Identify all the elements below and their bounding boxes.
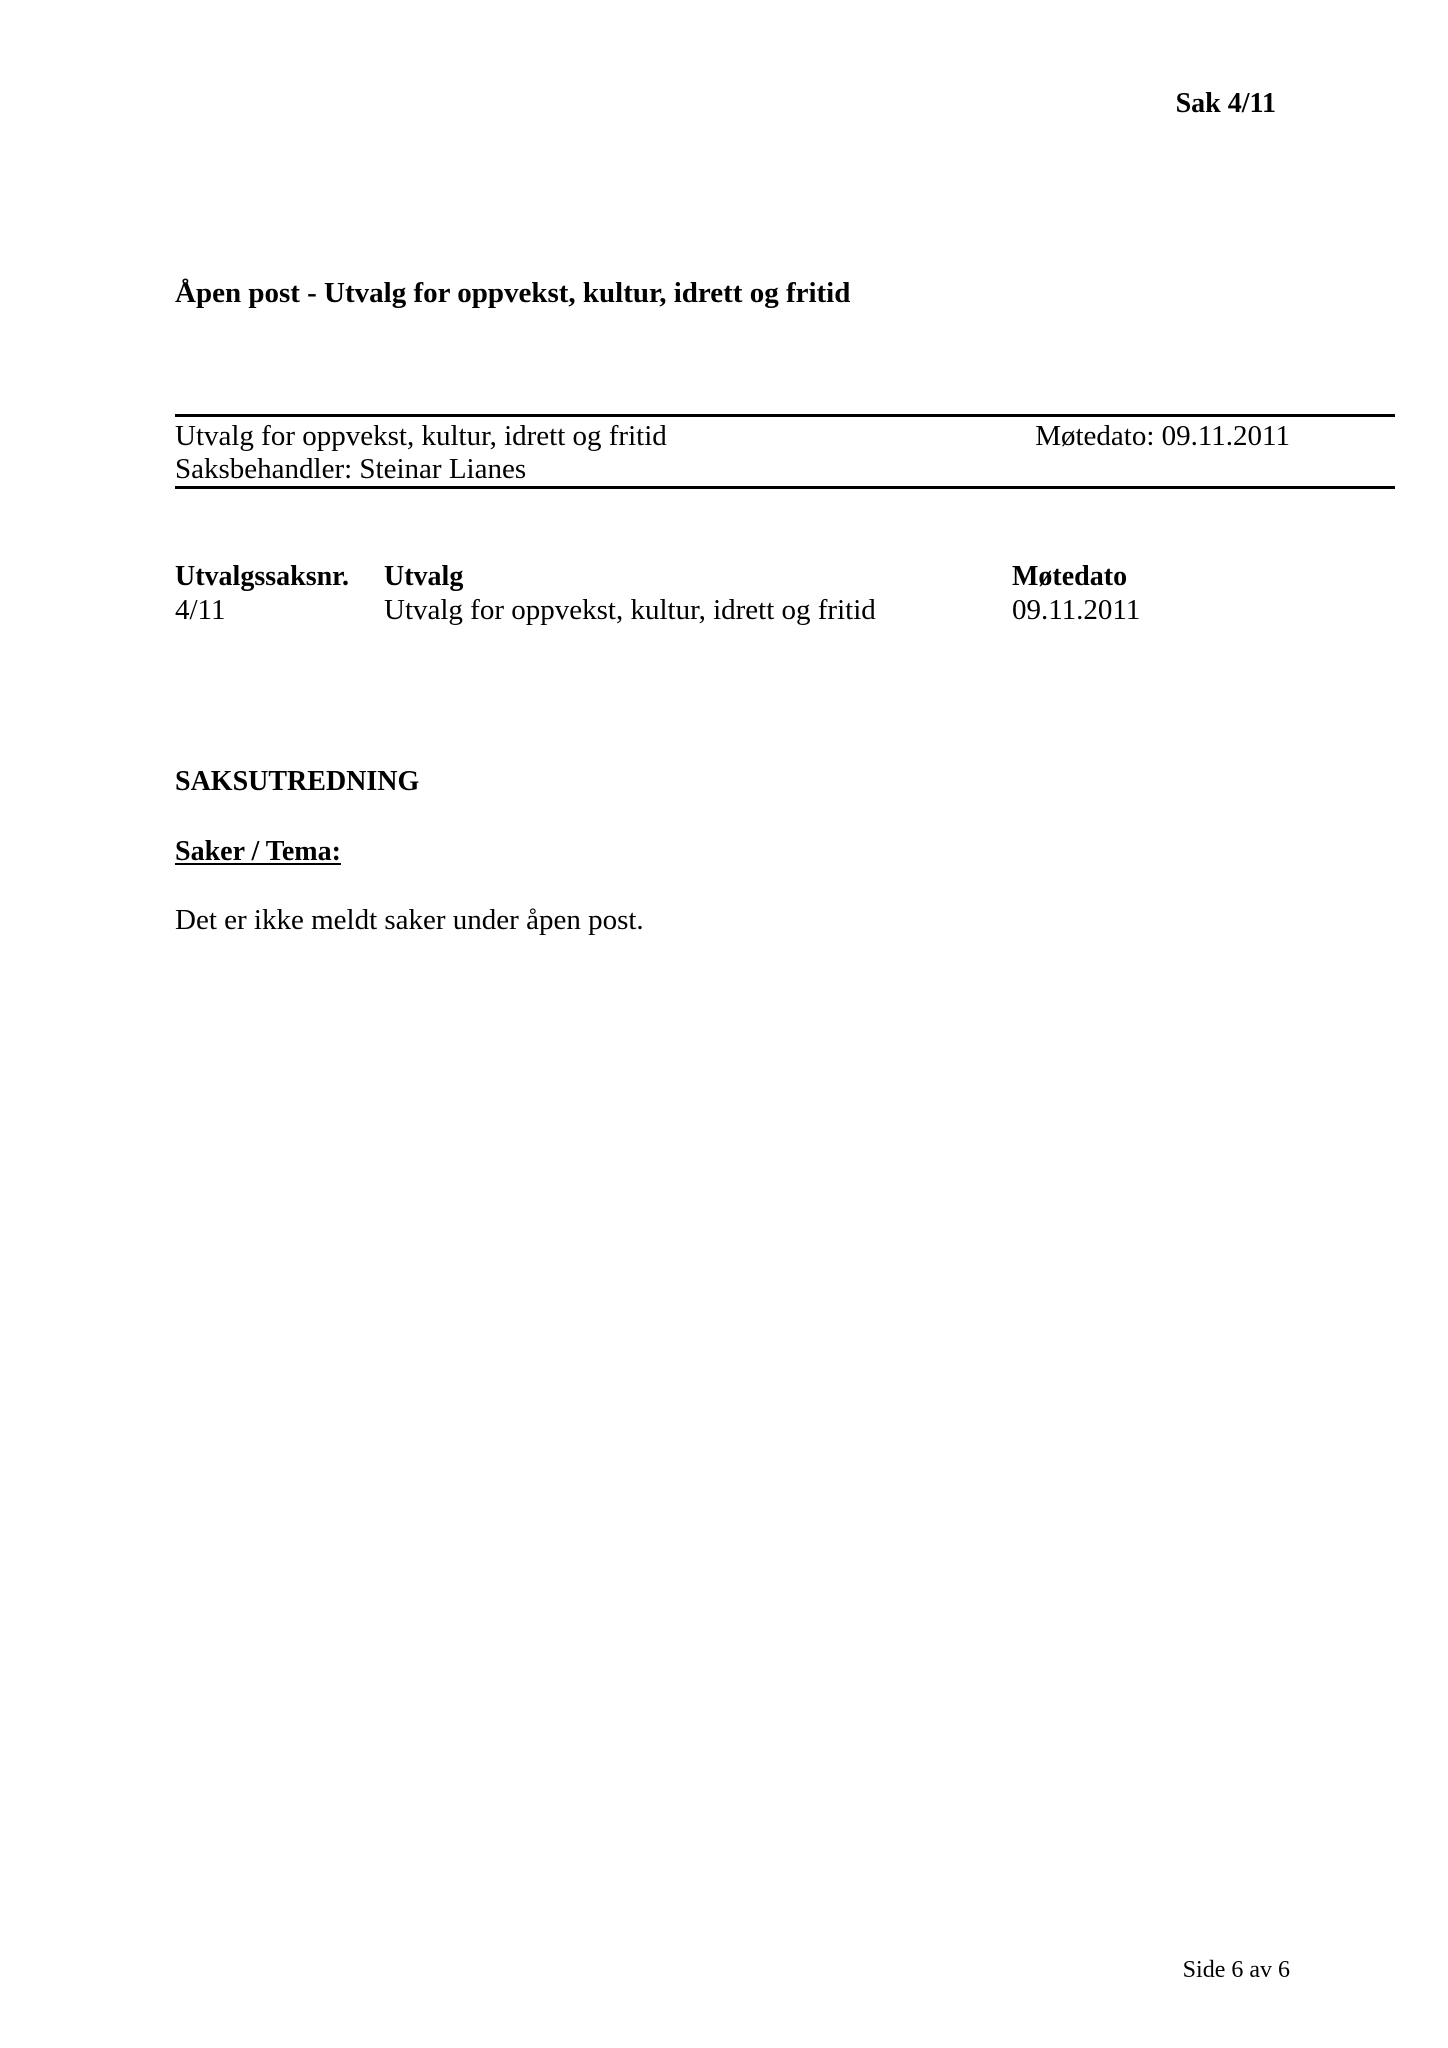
case-number: Sak 4/11 (1175, 88, 1276, 119)
info-case-officer: Saksbehandler: Steinar Lianes (175, 453, 527, 485)
document-title: Åpen post - Utvalg for oppvekst, kultur, idrett og fritid (175, 277, 851, 309)
info-box-bottom-rule (175, 486, 1395, 489)
table-cell-meeting-date: 09.11.2011 (1012, 594, 1141, 626)
section-subheading: Saker / Tema: (175, 836, 341, 867)
table-cell-committee: Utvalg for oppvekst, kultur, idrett og fritid (384, 594, 876, 626)
info-meeting-date: Møtedato: 09.11.2011 (1035, 420, 1290, 452)
page-number: Side 6 av 6 (1182, 1957, 1290, 1983)
info-committee: Utvalg for oppvekst, kultur, idrett og fritid (175, 420, 667, 452)
table-cell-case-no: 4/11 (175, 594, 226, 626)
table-header-case-no: Utvalgssaksnr. (175, 561, 350, 592)
section-body-text: Det er ikke meldt saker under åpen post. (175, 904, 644, 936)
section-heading: SAKSUTREDNING (175, 766, 420, 797)
table-header-committee: Utvalg (384, 561, 464, 592)
table-header-meeting-date: Møtedato (1012, 561, 1128, 592)
info-box-top-rule (175, 414, 1395, 417)
